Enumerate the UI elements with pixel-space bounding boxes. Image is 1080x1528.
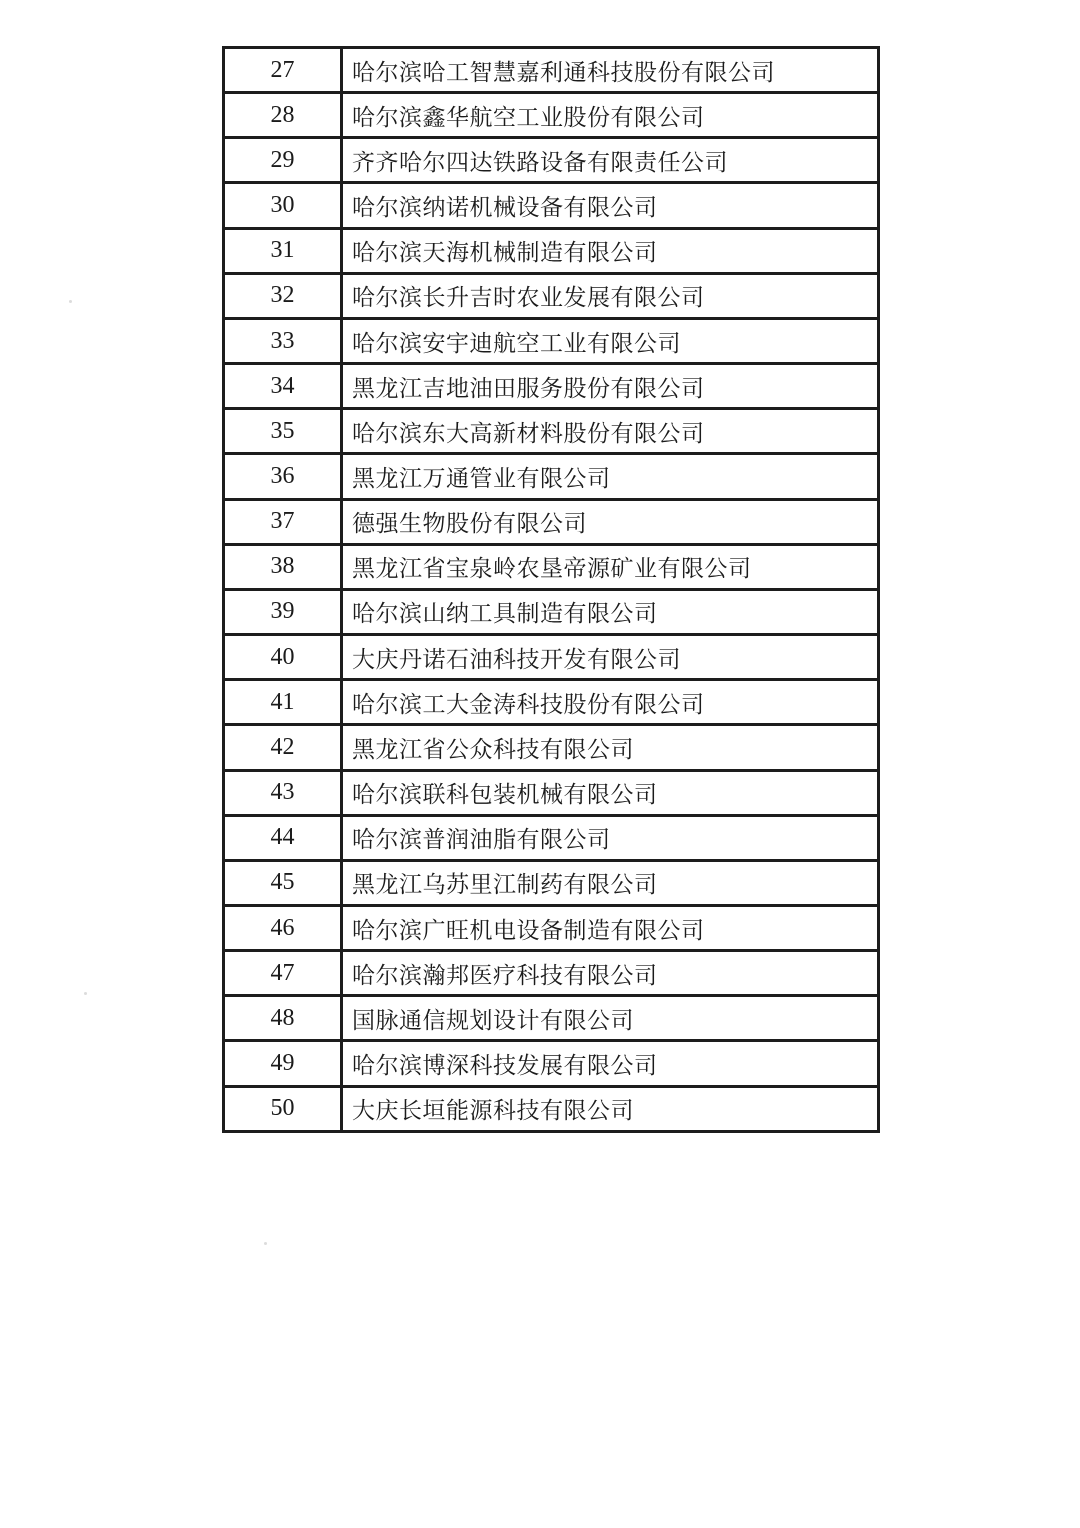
row-number: 41 <box>224 680 342 725</box>
table-row <box>224 951 879 996</box>
table-row <box>224 770 879 815</box>
table-row <box>224 228 879 273</box>
table-row <box>224 635 879 680</box>
table-row <box>224 409 879 454</box>
company-name: 哈尔滨哈工智慧嘉利通科技股份有限公司 <box>342 48 879 93</box>
company-name: 德强生物股份有限公司 <box>342 499 879 544</box>
company-name: 黑龙江吉地油田服务股份有限公司 <box>342 364 879 409</box>
row-number: 43 <box>224 770 342 815</box>
table-row <box>224 905 879 950</box>
company-name: 哈尔滨瀚邦医疗科技有限公司 <box>342 951 879 996</box>
row-number: 32 <box>224 273 342 318</box>
table-row <box>224 544 879 589</box>
row-number: 34 <box>224 364 342 409</box>
row-number: 33 <box>224 318 342 363</box>
company-name: 哈尔滨博深科技发展有限公司 <box>342 1041 879 1086</box>
row-number: 47 <box>224 951 342 996</box>
company-name: 哈尔滨联科包装机械有限公司 <box>342 770 879 815</box>
table-row <box>224 996 879 1041</box>
table-row <box>224 48 879 93</box>
table-row <box>224 589 879 634</box>
table-row <box>224 93 879 138</box>
row-number: 37 <box>224 499 342 544</box>
company-name: 国脉通信规划设计有限公司 <box>342 996 879 1041</box>
scan-speck <box>69 300 72 303</box>
table-row <box>224 183 879 228</box>
row-number: 48 <box>224 996 342 1041</box>
row-number: 49 <box>224 1041 342 1086</box>
row-number: 40 <box>224 635 342 680</box>
company-name: 哈尔滨广旺机电设备制造有限公司 <box>342 905 879 950</box>
company-name: 哈尔滨东大高新材料股份有限公司 <box>342 409 879 454</box>
company-name: 黑龙江乌苏里江制药有限公司 <box>342 860 879 905</box>
table-row <box>224 454 879 499</box>
company-name: 黑龙江万通管业有限公司 <box>342 454 879 499</box>
row-number: 38 <box>224 544 342 589</box>
row-number: 29 <box>224 138 342 183</box>
company-name: 哈尔滨普润油脂有限公司 <box>342 815 879 860</box>
table-row <box>224 318 879 363</box>
company-name: 哈尔滨鑫华航空工业股份有限公司 <box>342 93 879 138</box>
company-name: 哈尔滨安宇迪航空工业有限公司 <box>342 318 879 363</box>
table-row <box>224 860 879 905</box>
row-number: 27 <box>224 48 342 93</box>
company-name: 大庆丹诺石油科技开发有限公司 <box>342 635 879 680</box>
row-number: 44 <box>224 815 342 860</box>
table-row <box>224 499 879 544</box>
table-row <box>224 138 879 183</box>
company-name: 黑龙江省宝泉岭农垦帝源矿业有限公司 <box>342 544 879 589</box>
company-name: 黑龙江省公众科技有限公司 <box>342 725 879 770</box>
company-name: 大庆长垣能源科技有限公司 <box>342 1086 879 1131</box>
company-table <box>222 46 880 1133</box>
table-row <box>224 273 879 318</box>
table-row <box>224 815 879 860</box>
scan-speck <box>84 992 87 995</box>
row-number: 46 <box>224 905 342 950</box>
row-number: 50 <box>224 1086 342 1131</box>
scan-speck <box>264 1242 267 1245</box>
row-number: 45 <box>224 860 342 905</box>
row-number: 42 <box>224 725 342 770</box>
row-number: 30 <box>224 183 342 228</box>
company-name: 哈尔滨山纳工具制造有限公司 <box>342 589 879 634</box>
row-number: 35 <box>224 409 342 454</box>
company-table-body <box>224 48 879 1132</box>
table-row <box>224 1086 879 1131</box>
company-name: 哈尔滨纳诺机械设备有限公司 <box>342 183 879 228</box>
table-row <box>224 1041 879 1086</box>
row-number: 39 <box>224 589 342 634</box>
company-name: 齐齐哈尔四达铁路设备有限责任公司 <box>342 138 879 183</box>
company-name: 哈尔滨工大金涛科技股份有限公司 <box>342 680 879 725</box>
company-name: 哈尔滨长升吉时农业发展有限公司 <box>342 273 879 318</box>
table-row <box>224 725 879 770</box>
row-number: 28 <box>224 93 342 138</box>
table-row <box>224 680 879 725</box>
company-name: 哈尔滨天海机械制造有限公司 <box>342 228 879 273</box>
row-number: 31 <box>224 228 342 273</box>
row-number: 36 <box>224 454 342 499</box>
table-row <box>224 364 879 409</box>
